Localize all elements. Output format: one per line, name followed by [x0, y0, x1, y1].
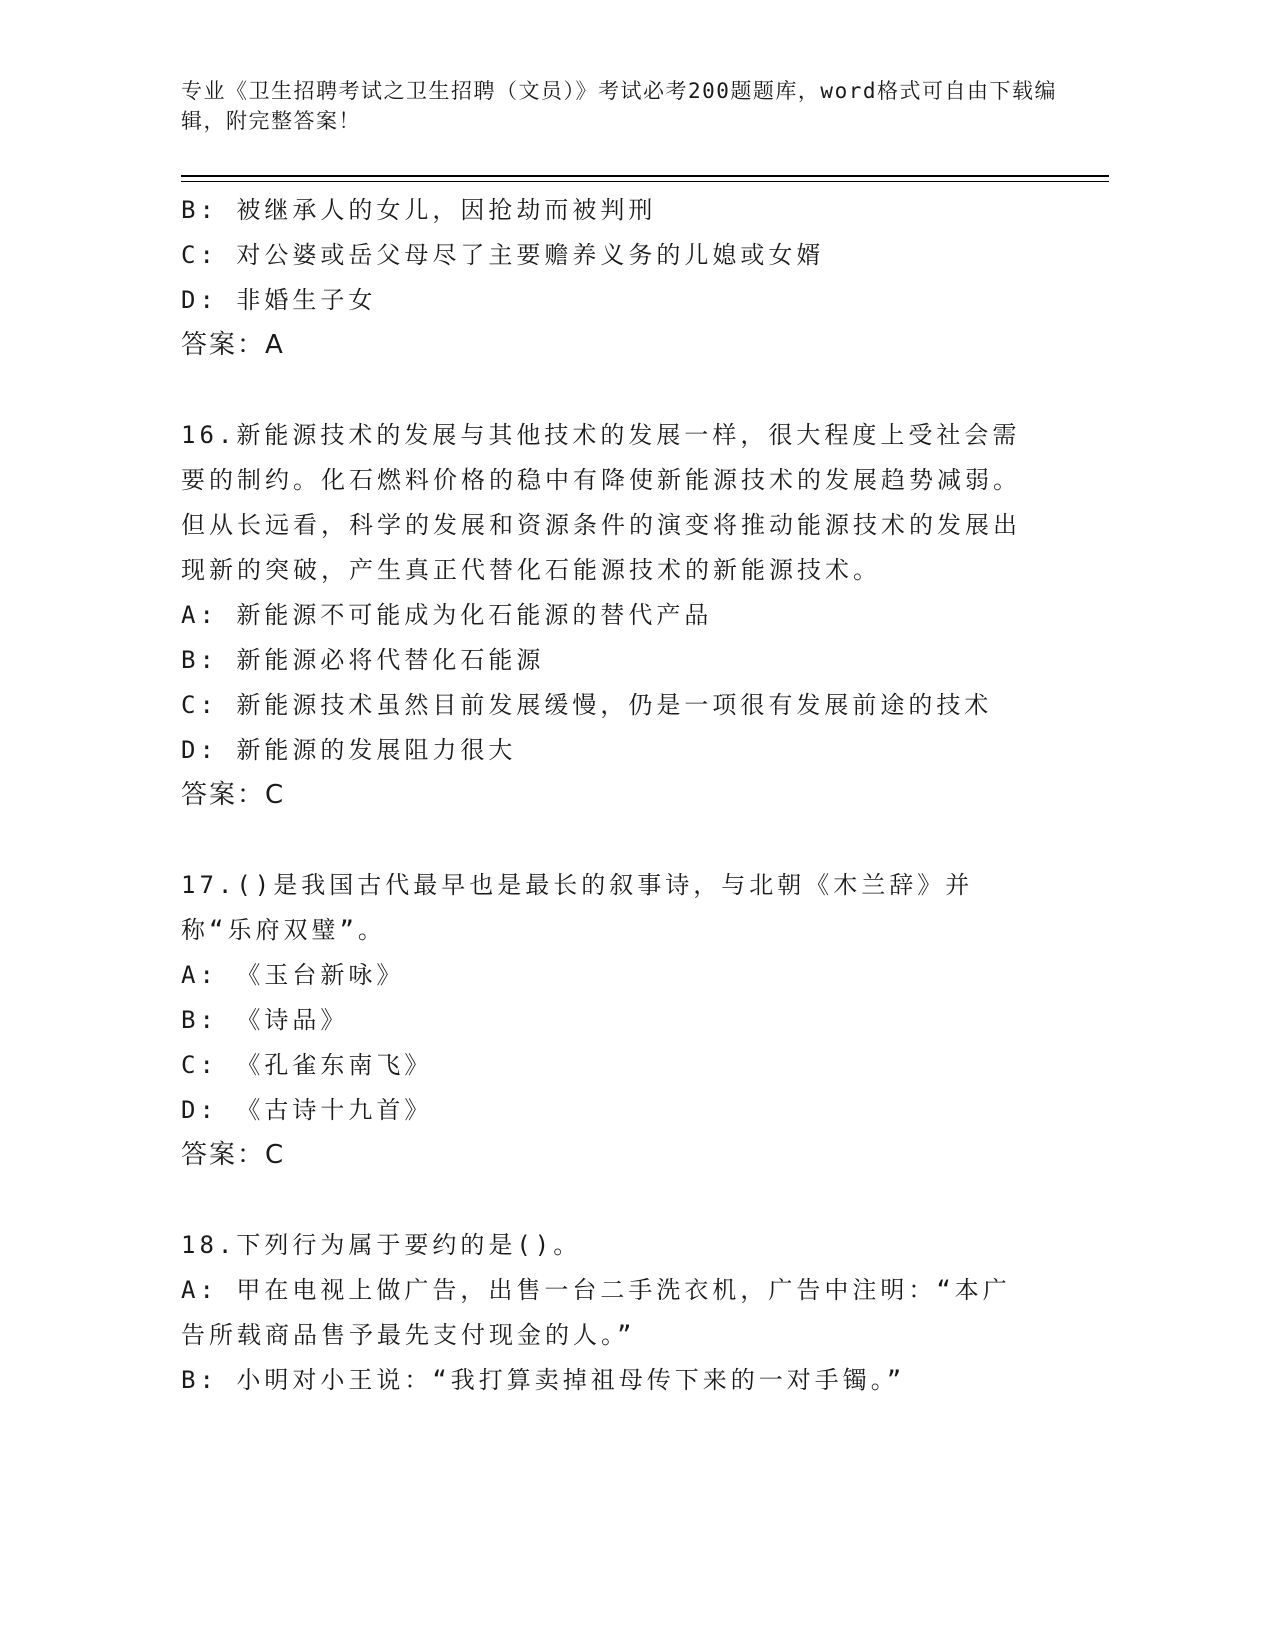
option-c: C: 对公婆或岳父母尽了主要赡养义务的儿媳或女婿	[181, 241, 825, 269]
page-header: 专业《卫生招聘考试之卫生招聘（文员）》考试必考200题题库，word格式可自由下载编辑，附完整答案！	[181, 79, 1057, 133]
question-content	[181, 188, 1081, 1403]
option-a: A: 甲在电视上做广告，出售一台二手洗衣机，广告中注明：“本广告所载商品售予最先支付现金的人。”	[181, 1276, 1011, 1349]
question-16-text: 16.新能源技术的发展与其他技术的发展一样，很大程度上受社会需要的制约。化石燃料价格的稳中有降使新能源技术的发展趋势减弱。但从长远看，科学的发展和资源条件的演变将推动能源技术的发展出现新的突破，产生真正代替化石能源技术的新能源技术。	[181, 421, 1021, 584]
question-17-text: 17.()是我国古代最早也是最长的叙事诗，与北朝《木兰辞》并称“乐府双璧”。	[181, 871, 974, 944]
answer-label: 答案：C	[181, 1140, 286, 1170]
option-c: C: 新能源技术虽然目前发展缓慢，仍是一项很有发展前途的技术	[181, 691, 993, 719]
option-d: D: 《古诗十九首》	[181, 1096, 433, 1124]
option-d: D: 新能源的发展阻力很大	[181, 736, 517, 764]
option-c: C: 《孔雀东南飞》	[181, 1051, 433, 1079]
option-b: B: 小明对小王说：“我打算卖掉祖母传下来的一对手镯。”	[181, 1366, 906, 1394]
option-b: B: 被继承人的女儿，因抢劫而被判刑	[181, 196, 657, 224]
option-a: A: 《玉台新咏》	[181, 961, 405, 989]
header-divider-thin	[181, 181, 1109, 182]
option-b: B: 新能源必将代替化石能源	[181, 646, 545, 674]
option-d: D: 非婚生子女	[181, 286, 377, 314]
answer-label: 答案：C	[181, 780, 286, 810]
option-b: B: 《诗品》	[181, 1006, 349, 1034]
answer-label: 答案：A	[181, 330, 285, 360]
option-a: A: 新能源不可能成为化石能源的替代产品	[181, 601, 713, 629]
header-divider	[181, 175, 1109, 177]
question-18-text: 18.下列行为属于要约的是()。	[181, 1231, 582, 1259]
